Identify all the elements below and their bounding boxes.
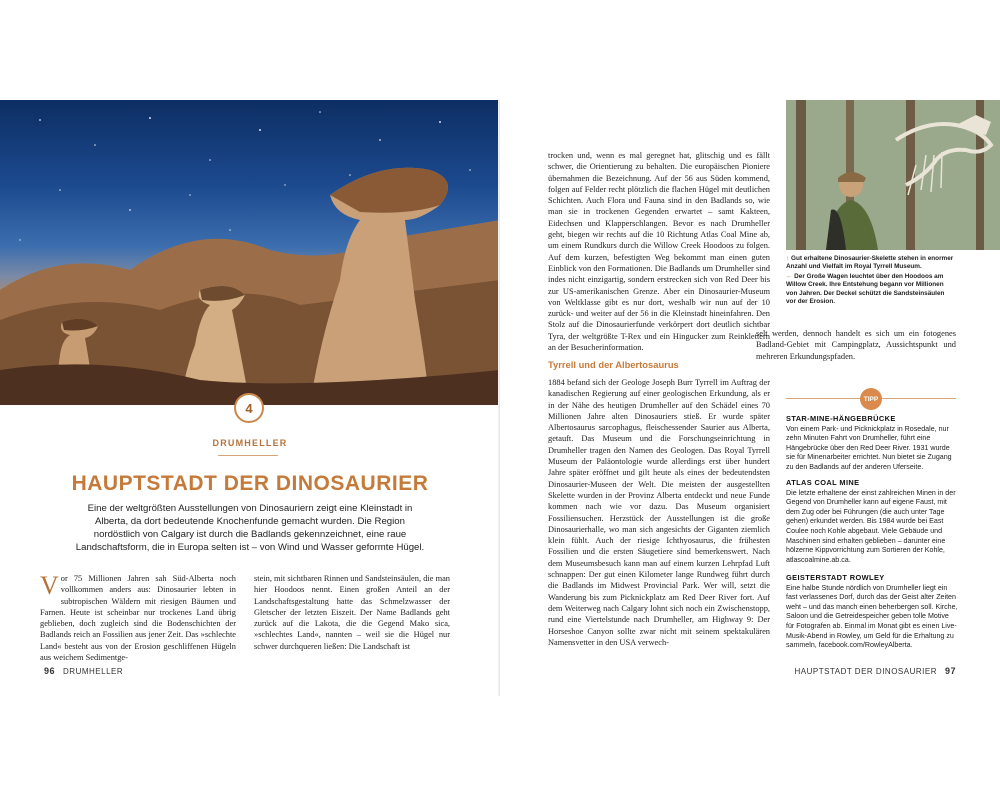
arrow-left-icon: ← <box>786 272 793 280</box>
left-body-column-2: stein, mit sichtbaren Rinnen und Sandsteinsäulen, die man hier Hoodoos nennt. Einen großen Anteil an der Landschaftsgestaltung hatte das Schmelzwasser der Gletscher der letzten Eiszeit. Der Name Badlands geht zurück auf die Lakota, die die Gegend Mako sica, »schlechtes Land«, nannten – weil sie die Hügel nur schwer durchqueren ließen: Die Landschaft ist <box>254 574 450 651</box>
subhead-tyrrell: Tyrrell und der Albertosaurus <box>548 359 679 370</box>
hoodoos-night-photo <box>0 100 500 405</box>
left-body-column-1 <box>40 573 236 663</box>
arrow-up-icon: ↑ <box>786 255 790 262</box>
museum-dinosaur-photo <box>786 100 1000 250</box>
chapter-number-badge: 4 <box>234 393 264 423</box>
right-running-head: HAUPTSTADT DER DINOSAURIER <box>794 667 937 676</box>
left-page-number: 96 <box>44 666 56 676</box>
section-divider <box>218 455 278 456</box>
tip-item: STAR-MINE-HÄNGEBRÜCKE Von einem Park- und Picknickplatz in Rosedale, nur zehn Minuten Fahrt von Drumheller, führt eine Hängebrücke über den Red Deer River. 1931 wurde sie für Minenarbeiter errichtet. Nun bietet sie Zugang zu den Badlands auf der anderen Uferseite. <box>786 414 952 471</box>
left-running-head: DRUMHELLER <box>63 667 124 676</box>
book-spread <box>0 100 1000 696</box>
section-label: DRUMHELLER <box>212 438 288 448</box>
tip-item: ATLAS COAL MINE Die letzte erhaltene der einst zahlreichen Minen in der Gegend von Drumheller kann auf eigene Faust, mit dem Zug oder bei Führungen (die auch unter Tage gehen) erkundet werden. Bis 1984 wurde bei East Coulee noch Kohle abgebaut. Viele Gebäude und Maschinen sind erhalten geblieben – darunter eine hölzerne Kippvorrichtung zum Sortieren der Kohle, atlascoalmine.ab.ca. <box>786 478 956 564</box>
photo-captions <box>786 255 956 307</box>
caption-hoodoos: ← Der Große Wagen leuchtet über den Hoodoos am Willow Creek. Ihre Entstehung begann vor Millionen von Jahren. Der Deckel schützt die Sandsteinsäulen vor der Erosion. <box>786 272 945 306</box>
right-folio <box>794 666 956 676</box>
right-body-column-1-top: trocken und, wenn es mal geregnet hat, glitschig und es fällt schwer, die Orientierung zu behalten. Die europäischen Pioniere übernahmen die Bezeichnung. Auf der 56 aus Süden kommend, folgen auf Felder recht plötzlich die flachen Hügel mit deutlichen Schichten. Auch Flora und Fauna sind in den Badlands so, wie man sie in trockenen Gegenden erwartet – samt Kakteen, Eidechsen und Klapperschlangen. Bevor es nach Drumheller geht, biegen wir rechts auf die 10 Richtung Atlas Coal Mine ab, um einem Rundkurs durch die Willow Creek Hoodoos zu folgen. Auf dem kurzen, befestigten Weg bekommt man einen guten Einblick von den Formationen. Die Badlands um Drumheller sind indes nicht einzigartig, sondern erstrecken sich von Red Deer bis zur US-amerikanischen Grenze. Aber ein Dinosaurier-Museum von Weltklasse gibt es nur dort, weshalb wir nun auf der 10 zurück- und weiter auf der 56 in die Kleinstadt hineinfahren. Den Stolz auf die Dinosaurierfunde verkörpert dort deutlich sichtbar Tyra, der weltgrößte T-Rex und ein Hingucker zum Reinklettern an der Besucherinformation. <box>548 151 770 353</box>
tip-badge: TIPP <box>860 388 882 410</box>
right-body-column-1-bottom: 1884 befand sich der Geologe Joseph Burr Tyrrell im Auftrag der kanadischen Regierung auf einer geologischen Erkundung, als er in der Nähe des heutigen Drumheller auf den Schädel eines 70 Millionen Jahre alten Dinosauriers stieß. Er wurde später Albertosaurus sarcophagus, fleischessender Saurier aus Alberta, getauft. Das Museum und die Forschungseinrichtung in Drumheller tragen den Namen des Geologen. Das Royal Tyrrell Museum der Paläontologie wurde allerdings erst über hundert Jahre später eröffnet und gilt heute als eines der bedeutendsten Dinosaurier-Museen der Welt. Die meisten der ausgestellten Skelette wurden in der Provinz Alberta entdeckt und neue Funde kommen nach wie vor dazu. Das Museum organisiert Fossiliensuchen. Herzstück der Ausstellungen ist die große Dinosaurierhalle, wo man sich angesichts der Giganten ziemlich klein fühlt. Auch der riesige Ichthyosaurus, die frühesten Fossilien und die ersten Säugetiere sind bemerkenswert. Nach dem Museumsbesuch kann man auf einem kurzen Lehrpfad Luft schnappen: Der gut einen Kilometer lange Rundweg führt durch die Badlands im Midwest Provincial Park. Wer will, setzt die Wanderung bis zum Picknickplatz am Red Deer River fort. Auf dem Weiterweg nach Calgary lohnt sich noch ein Zwischenstopp, rund eine Viertelstunde nach Drumheller, am Highway 9: Der Horseshoe Canyon sollte zwar nicht mit seinem spektakulären Namensvetter in den USA verwech- <box>548 378 770 647</box>
right-page <box>500 100 1000 696</box>
right-page-number: 97 <box>944 666 956 676</box>
lead-paragraph: Eine der weltgrößten Ausstellungen von Dinosauriern zeigt eine Kleinstadt in Alberta, da dort bedeutende Knochenfunde gemacht wurden. Die Region nordöstlich von Calgary ist durch die Badlands gekennzeichnet, eine raue Landschaftsform, die in Europa selten ist – von Wind und Wasser geformte Hügel. <box>75 503 425 553</box>
drop-cap: V <box>40 571 59 600</box>
chapter-title: HAUPTSTADT DER DINOSAURIER <box>71 472 429 495</box>
right-body-column-2: selt werden, dennoch handelt es sich um ein fotogenes Badland-Gebiet mit Campingplatz, Aussichtspunkt und mehreren Erkundungspfaden. <box>756 329 956 361</box>
left-column-1-text: or 75 Millionen Jahren sah Süd-Alberta noch vollkommen anders aus: Dinosaurier lebten in subtropischen Wäldern mit riesigen Bäumen und Farnen. Heute ist scheinbar nur trockenes Land übrig geblieben, doch zugleich sind die Bodenschichten der Badlands reich an Fossilien aus jener Zeit. Das »schlechte Land« besteht aus von der Erosion geschliffenen Hügeln aus weichem Sedimentge- <box>40 574 236 663</box>
left-folio <box>44 666 123 676</box>
left-page <box>0 100 500 696</box>
caption-museum: ↑ Gut erhaltene Dinosaurier-Skelette stehen in enormer Anzahl und Vielfalt im Royal Tyrrell Museum. <box>786 255 954 271</box>
tip-item: GEISTERSTADT ROWLEY Eine halbe Stunde nördlich von Drumheller liegt ein fast verlassenes Dorf, durch das der Geist alter Zeiten weht – und das manch einen beherbergen soll. Kirche, Saloon und die Getreidespeicher geben tolle Motive für Fotografen ab. Einmal im Monat gibt es einen Live-Musik-Abend in Rowley, um Geld für die Erhaltung zu sammeln, facebook.com/RowleyAlberta. <box>786 573 958 650</box>
